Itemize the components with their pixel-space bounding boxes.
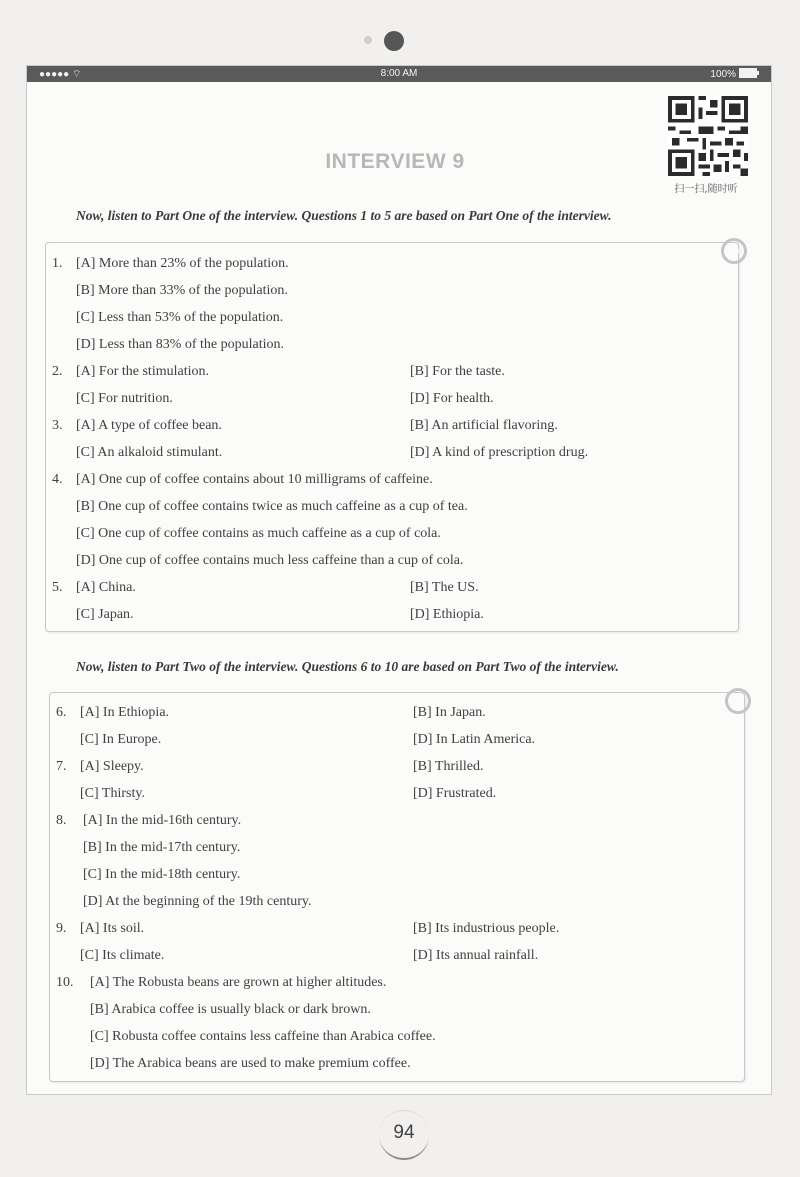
answer-option[interactable]: [B] Arabica coffee is usually black or dark brown. (90, 1002, 371, 1017)
signal-wifi-icon: ●●●●● ⌔ (39, 69, 82, 80)
answer-option[interactable]: [A] For the stimulation. (76, 364, 209, 379)
question-number: 4. (52, 472, 63, 487)
answer-option[interactable]: [A] A type of coffee bean. (76, 418, 222, 433)
camera-dot-small (364, 36, 372, 44)
part-two-instruction: Now, listen to Part Two of the interview. Questions 6 to 10 are based on Part Two of the interview. (76, 659, 619, 674)
answer-option[interactable]: [A] More than 23% of the population. (76, 256, 289, 271)
answer-option[interactable]: [B] For the taste. (410, 364, 505, 379)
answer-option[interactable]: [C] In the mid-18th century. (83, 867, 241, 882)
question-number: 9. (56, 921, 67, 936)
answer-option[interactable]: [C] Its climate. (80, 948, 165, 963)
part-one-instruction: Now, listen to Part One of the interview. Questions 1 to 5 are based on Part One of the interview. (76, 208, 612, 223)
answer-option[interactable]: [A] Its soil. (80, 921, 145, 936)
answer-option[interactable]: [B] The US. (410, 580, 479, 595)
answer-option[interactable]: [D] A kind of prescription drug. (410, 445, 589, 460)
answer-option[interactable]: [A] In the mid-16th century. (83, 813, 242, 828)
answer-option[interactable]: [D] At the beginning of the 19th century. (83, 894, 312, 909)
answer-option[interactable]: [D] Ethiopia. (410, 607, 484, 622)
audio-disc-icon[interactable] (721, 238, 747, 264)
answer-option[interactable]: [A] One cup of coffee contains about 10 milligrams of caffeine. (76, 472, 433, 487)
question-number: 10. (56, 975, 74, 990)
answer-option[interactable]: [B] One cup of coffee contains twice as much caffeine as a cup of tea. (76, 499, 468, 514)
answer-option[interactable]: [C] Thirsty. (80, 786, 145, 801)
qr-caption: 扫一扫,随时听 (674, 184, 738, 195)
answer-option[interactable]: [D] One cup of coffee contains much less caffeine than a cup of cola. (76, 553, 464, 568)
question-number: 3. (52, 418, 63, 433)
battery-percent: 100% (710, 69, 736, 80)
answer-option[interactable]: [D] For health. (410, 391, 494, 406)
battery-icon (739, 68, 757, 78)
question-number: 2. (52, 364, 63, 379)
answer-option[interactable]: [B] More than 33% of the population. (76, 283, 288, 298)
battery-status (710, 68, 757, 80)
answer-option[interactable]: [D] In Latin America. (413, 732, 536, 747)
answer-option[interactable]: [D] Less than 83% of the population. (76, 337, 285, 352)
answer-option[interactable]: [B] In the mid-17th century. (83, 840, 241, 855)
answer-option[interactable]: [C] An alkaloid stimulant. (76, 445, 223, 460)
answer-option[interactable]: [B] Thrilled. (413, 759, 484, 774)
part-two-question-box (49, 692, 745, 1082)
answer-option[interactable]: [C] In Europe. (80, 732, 162, 747)
page-title: INTERVIEW 9 (325, 150, 465, 173)
question-number: 6. (56, 705, 67, 720)
answer-option[interactable]: [B] In Japan. (413, 705, 486, 720)
answer-option[interactable]: [C] One cup of coffee contains as much caffeine as a cup of cola. (76, 526, 441, 541)
answer-option[interactable]: [A] In Ethiopia. (80, 705, 170, 720)
answer-option[interactable]: [B] Its industrious people. (413, 921, 560, 936)
answer-option[interactable]: [C] Japan. (76, 607, 134, 622)
qr-code-icon[interactable] (668, 96, 748, 176)
answer-option[interactable]: [D] The Arabica beans are used to make premium coffee. (90, 1056, 411, 1071)
answer-option[interactable]: [A] Sleepy. (80, 759, 144, 774)
part-one-question-box (45, 242, 739, 632)
answer-option[interactable]: [B] An artificial flavoring. (410, 418, 558, 433)
camera-lens (384, 31, 404, 51)
status-bar (27, 66, 771, 82)
question-number: 1. (52, 256, 63, 271)
answer-option[interactable]: [A] China. (76, 580, 136, 595)
answer-option[interactable]: [C] For nutrition. (76, 391, 173, 406)
audio-disc-icon[interactable] (725, 688, 751, 714)
answer-option[interactable]: [C] Robusta coffee contains less caffeine than Arabica coffee. (90, 1029, 436, 1044)
page-number: 94 (393, 1122, 415, 1143)
answer-option[interactable]: [A] The Robusta beans are grown at higher altitudes. (90, 975, 387, 990)
question-number: 8. (56, 813, 67, 828)
answer-option[interactable]: [C] Less than 53% of the population. (76, 310, 284, 325)
question-number: 7. (56, 759, 67, 774)
answer-option[interactable]: [D] Its annual rainfall. (413, 948, 539, 963)
question-number: 5. (52, 580, 63, 595)
answer-option[interactable]: [D] Frustrated. (413, 786, 497, 801)
status-time: 8:00 AM (380, 68, 418, 79)
